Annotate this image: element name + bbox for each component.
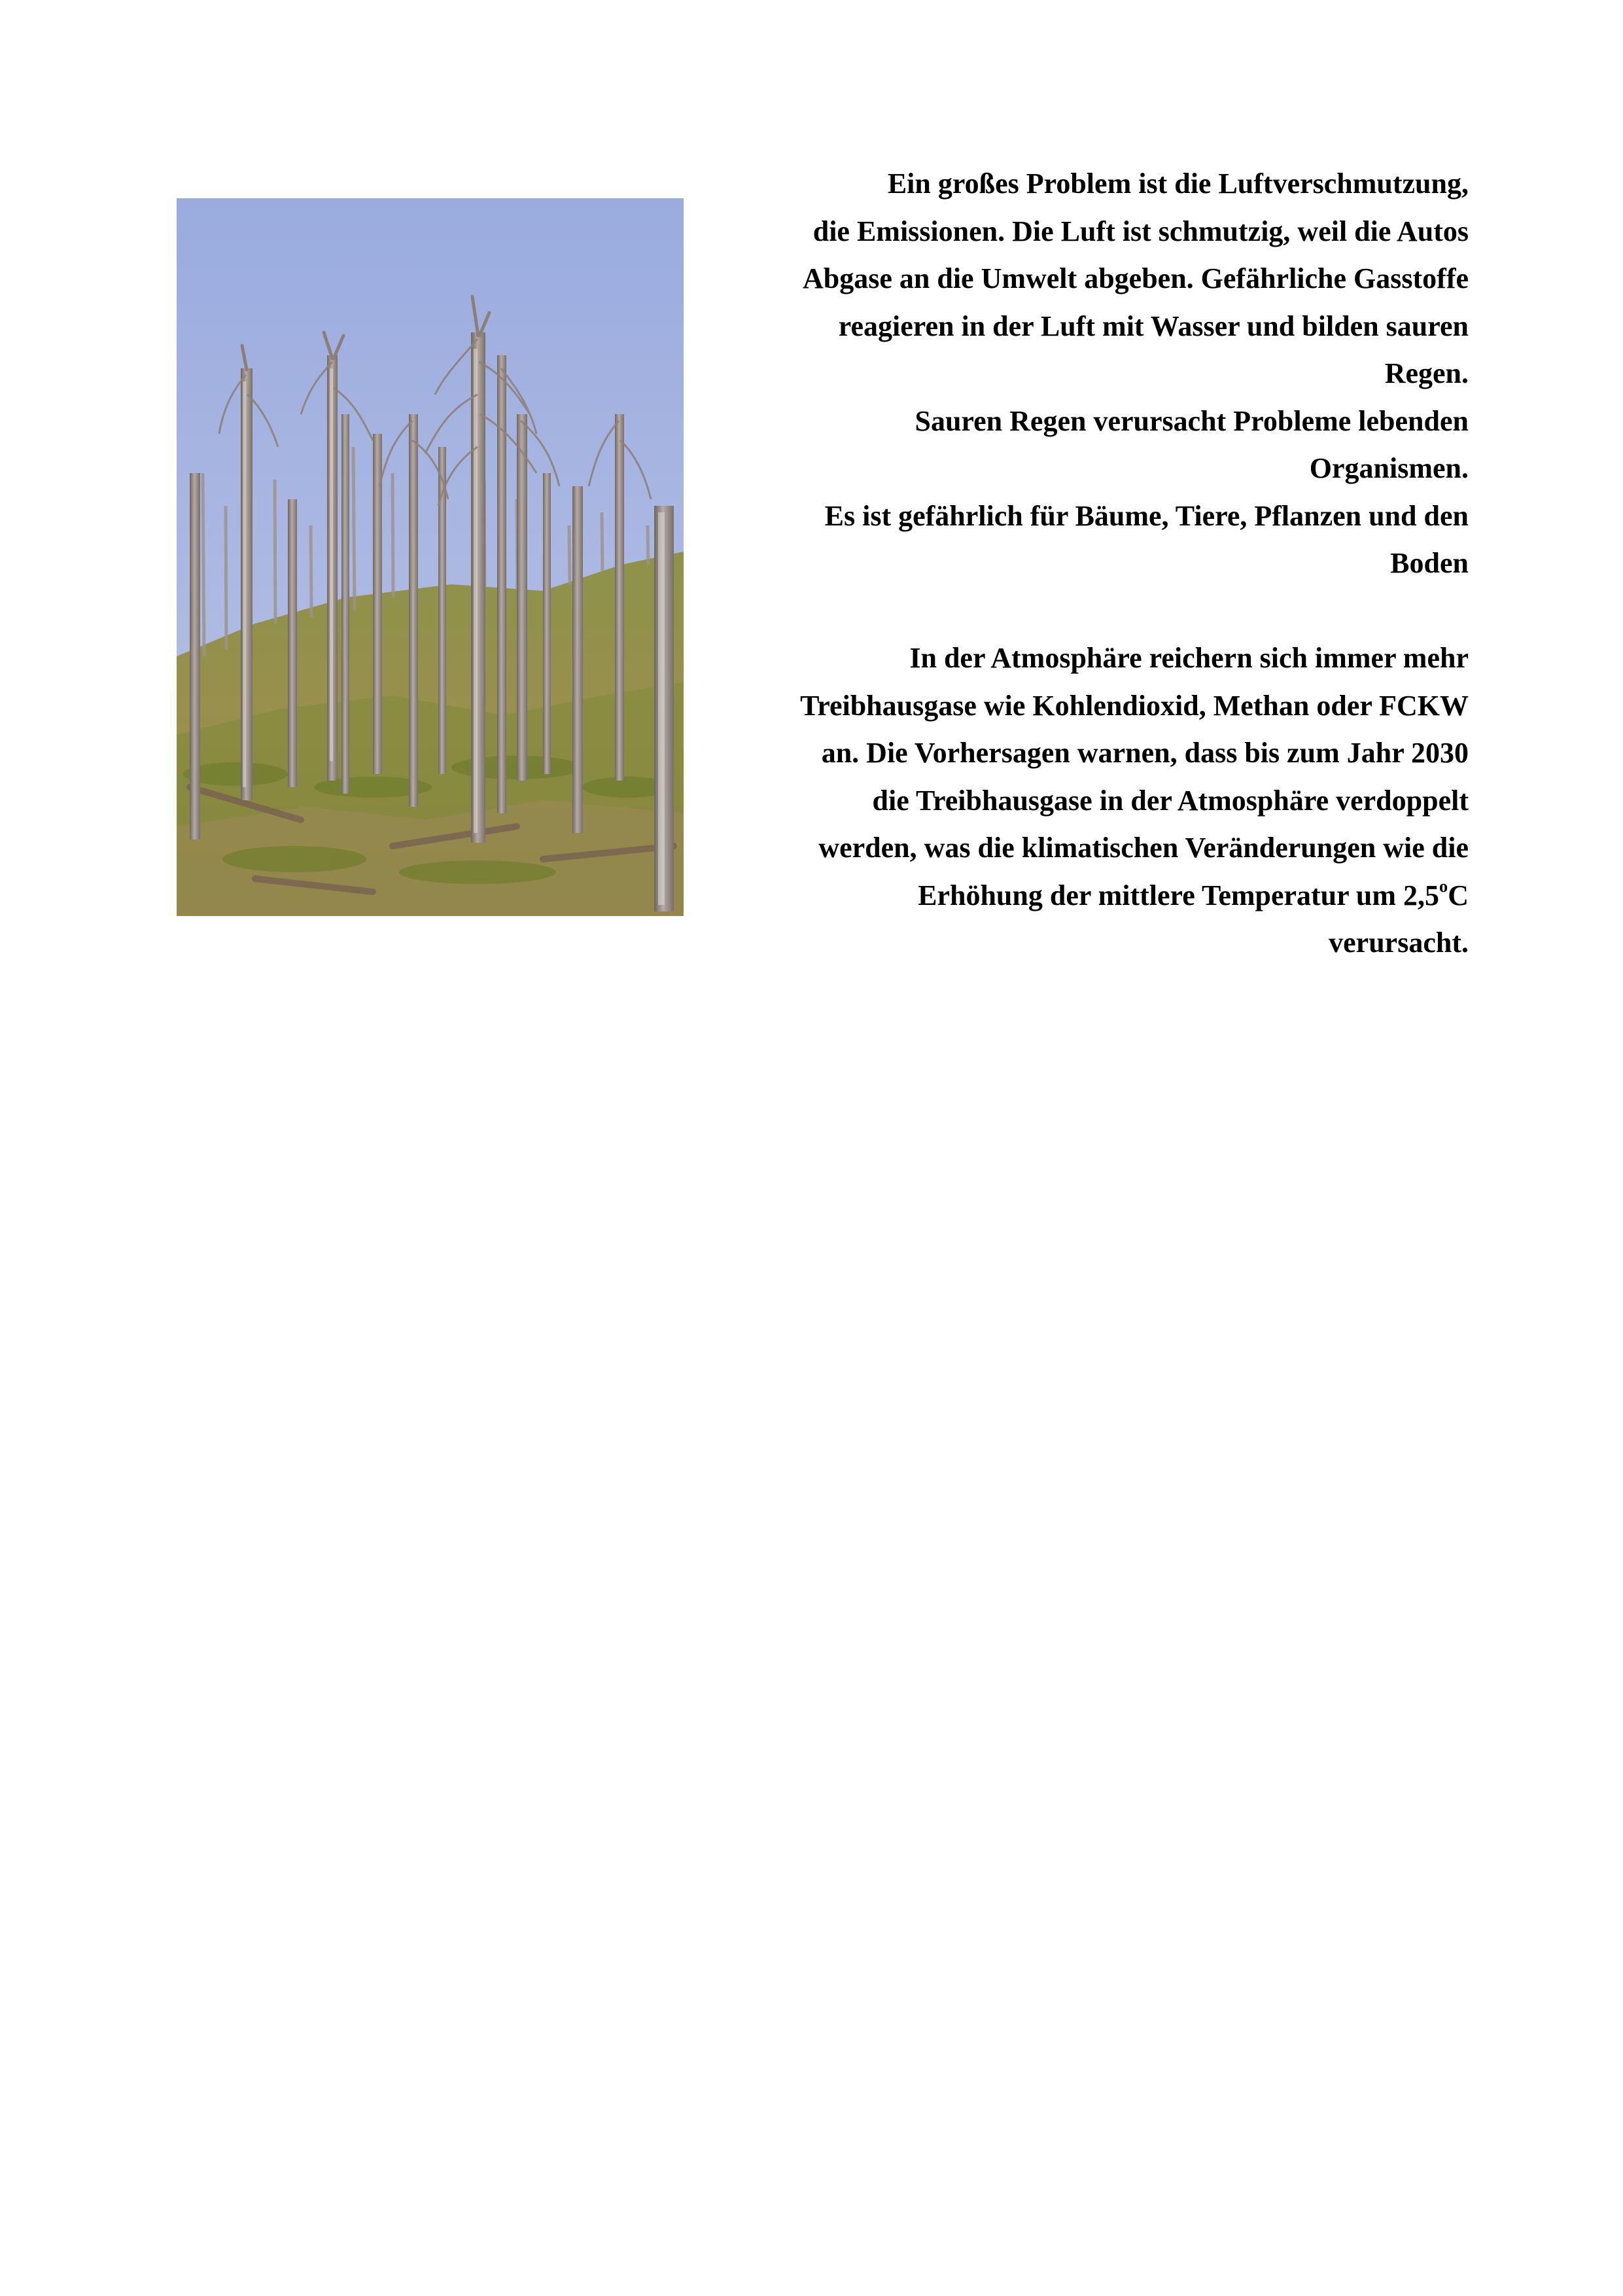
dead-forest-photo: [177, 198, 684, 916]
text-line: werden, was die klimatischen Veränderungen wie die: [818, 832, 1469, 864]
celsius-unit: C: [1448, 879, 1469, 911]
text-line: Es ist gefährlich für Bäume, Tiere, Pflanzen und den: [824, 499, 1469, 532]
text-line: die Emissionen. Die Luft ist schmutzig, weil die Autos: [812, 215, 1469, 247]
dead-forest-image: [177, 198, 684, 916]
text-line: Ein großes Problem ist die Luftverschmutzung,: [887, 168, 1469, 200]
temperature-line: [697, 872, 1469, 920]
text-line: die Treibhausgase in der Atmosphäre verdoppelt: [872, 784, 1469, 817]
text-line: Regen.: [1384, 357, 1469, 389]
text-line: Organismen.: [1309, 452, 1469, 484]
text-line: Sauren Regen verursacht Probleme lebenden: [915, 404, 1469, 437]
text-line: In der Atmosphäre reichern sich immer mehr: [909, 642, 1469, 674]
paragraph-greenhouse-gases: [697, 635, 1469, 967]
text-line: reagieren in der Luft mit Wasser und bilden sauren: [838, 309, 1469, 342]
degree-sign: o: [1439, 875, 1448, 896]
body-text: [697, 160, 1469, 967]
text-line: Boden: [1390, 547, 1469, 579]
text-line: Treibhausgase wie Kohlendioxid, Methan oder FCKW: [800, 689, 1469, 722]
text-line: Abgase an die Umwelt abgeben. Gefährliche Gasstoffe: [802, 262, 1469, 294]
temperature-text: Erhöhung der mittlere Temperatur um 2,5: [918, 879, 1440, 911]
text-line: an. Die Vorhersagen warnen, dass bis zum Jahr 2030: [821, 737, 1469, 769]
paragraph-air-pollution: [697, 160, 1469, 588]
paragraph-gap: [697, 588, 1469, 635]
text-line: verursacht.: [1329, 927, 1469, 959]
